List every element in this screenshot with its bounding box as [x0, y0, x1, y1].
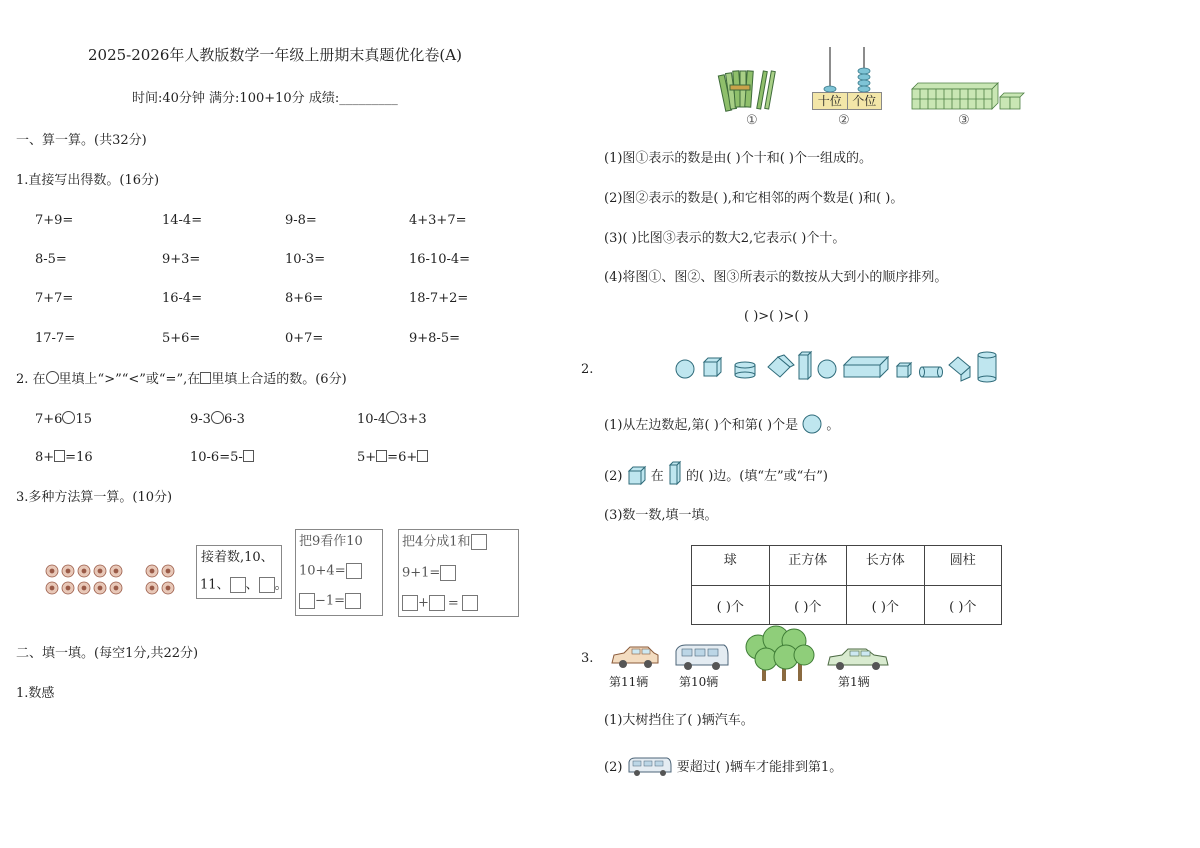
van-icon: [676, 645, 728, 670]
q2-part2-suffix: 的( )边。(填“左”或“右”): [686, 469, 829, 484]
cube-icon: [627, 465, 647, 485]
car-label: 第11辆: [609, 675, 649, 689]
trees-icon: [746, 626, 814, 681]
calc-item: 9+3=: [162, 252, 201, 267]
figure-label-1: ①: [746, 113, 758, 128]
flower-icon: [62, 565, 74, 577]
method-text-part: 9+1=: [402, 565, 441, 581]
calc-item: 7+9=: [35, 213, 74, 228]
method-text: [200, 577, 288, 594]
q2-part2-mid: 在: [650, 469, 664, 484]
answer-box-input[interactable]: [259, 577, 275, 593]
flower-icon: [110, 582, 122, 594]
q2-part1-text: (1)从左边数起,第( )个和第( )个是: [604, 418, 799, 433]
calc-item: 9-8=: [285, 213, 317, 228]
flower-icon: [162, 582, 174, 594]
question-2-number: 2.: [581, 362, 594, 377]
calc-item: 0+7=: [285, 331, 324, 346]
calc-item: 4+3+7=: [409, 213, 467, 228]
method-text-part: 10+4=: [299, 563, 346, 579]
table-header: 圆柱: [924, 546, 1002, 586]
section-2-heading: 二、填一填。(每空1分,共22分): [16, 646, 199, 661]
car-icon: [828, 649, 888, 670]
cube-icon: [768, 355, 794, 377]
calc-item: 14-4=: [162, 213, 203, 228]
method-text-part: 。: [274, 577, 288, 593]
answer-box-input[interactable]: [429, 595, 445, 611]
cuboid-icon: [799, 352, 811, 379]
q2-part2-prefix: (2): [604, 469, 623, 484]
circle-blank-icon: [46, 371, 59, 384]
fill-item: [35, 450, 93, 466]
sphere-icon: [676, 360, 694, 378]
shapes-row-illustration: [672, 347, 1002, 385]
cube-icon: [897, 363, 911, 377]
table-header: 正方体: [769, 546, 847, 586]
method-text: [299, 563, 362, 580]
shape-count-table: [691, 545, 1002, 625]
method-text: [402, 534, 487, 551]
cube-icon: [704, 358, 721, 376]
answer-box-input[interactable]: [471, 534, 487, 550]
flower-icon: [78, 582, 90, 594]
cuboid-icon: [668, 461, 682, 485]
cube-blocks-illustration: [912, 83, 1024, 111]
sphere-icon: [802, 414, 822, 434]
fill-square-input[interactable]: [54, 450, 65, 462]
question-1-part-3: (3)( )比图③表示的数大2,它表示( )个十。: [604, 231, 846, 246]
method-text-part: 、: [245, 577, 259, 593]
compare-item: [35, 411, 92, 428]
tens-place-label: 十位: [813, 93, 848, 109]
calc-item: 8-5=: [35, 252, 67, 267]
answer-box-input[interactable]: [462, 595, 478, 611]
calc-item: 7+7=: [35, 291, 74, 306]
fill-right: =16: [65, 450, 93, 465]
flower-icon: [62, 582, 74, 594]
method-text-part: −1=: [315, 593, 346, 609]
question-number-sense: 1.数感: [16, 686, 55, 701]
answer-box-input[interactable]: [440, 565, 456, 581]
section-1-heading: 一、算一算。(共32分): [16, 133, 147, 148]
cuboid-icon: [949, 357, 970, 381]
answer-box-input[interactable]: [299, 593, 315, 609]
ones-place-label: 个位: [852, 94, 877, 108]
method-text: 把9看作10: [299, 534, 363, 549]
table-header: 长方体: [847, 546, 925, 586]
question-1-part-2: (2)图②表示的数是( ),和它相邻的两个数是( )和( )。: [604, 191, 904, 206]
flower-icon: [46, 565, 58, 577]
question-3-number: 3.: [581, 651, 594, 666]
fill-right: =6+: [387, 450, 418, 465]
question-1-heading: 1.直接写出得数。(16分): [16, 173, 160, 188]
flower-icon: [146, 565, 158, 577]
fill-square-input[interactable]: [243, 450, 254, 462]
question-1-part-1: (1)图①表示的数是由( )个十和( )个一组成的。: [604, 151, 872, 166]
calc-item: 5+6=: [162, 331, 201, 346]
table-cell-input[interactable]: ( )个: [769, 586, 847, 625]
compare-circle-input[interactable]: [211, 411, 224, 424]
fill-left: 10-6=5-: [190, 450, 243, 465]
calc-item: 16-4=: [162, 291, 203, 306]
order-blanks: ( )>( )>( ): [744, 309, 809, 324]
method-box-make-ten: [295, 529, 383, 616]
compare-item: [357, 411, 427, 428]
calc-item: 17-7=: [35, 331, 76, 346]
method-text-part: 11、: [200, 577, 230, 593]
stick-bundle-illustration: [720, 65, 780, 115]
flowers-illustration: [44, 560, 184, 600]
cylinder-icon: [735, 362, 755, 378]
figure-label-3: ③: [958, 113, 970, 128]
answer-box-input[interactable]: [345, 593, 361, 609]
car-label: 第1辆: [838, 675, 870, 689]
calc-item: 16-10-4=: [409, 252, 471, 267]
q2-text-b: 里填上“>”“<”或“=”,在: [58, 372, 201, 387]
answer-box-input[interactable]: [402, 595, 418, 611]
method-box-count-on: [196, 545, 288, 599]
calc-item: 9+8-5=: [409, 331, 460, 346]
calc-item: 18-7+2=: [409, 291, 469, 306]
method-box-split: [398, 529, 519, 617]
calc-item: 8+6=: [285, 291, 324, 306]
car-label: 第10辆: [679, 675, 719, 689]
calc-item: 10-3=: [285, 252, 326, 267]
cuboid-icon: [844, 357, 888, 377]
compare-circle-input[interactable]: [62, 411, 75, 424]
flower-icon: [94, 565, 106, 577]
question-3-part-2: [604, 756, 842, 776]
question-3-part-1: (1)大树挡住了( )辆汽车。: [604, 713, 754, 728]
question-2-heading: [16, 371, 347, 388]
flower-icon: [146, 582, 158, 594]
method-text: 接着数,10、: [201, 550, 274, 565]
compare-right: 6-3: [223, 412, 245, 427]
answer-box-input[interactable]: [230, 577, 246, 593]
figure-label-2: ②: [838, 113, 850, 128]
car-icon: [612, 647, 658, 668]
compare-left: 9-3: [190, 412, 211, 427]
question-1-part-4: (4)将图①、图②、图③所表示的数按从大到小的顺序排列。: [604, 270, 948, 285]
q2-text-a: 2. 在: [16, 372, 46, 387]
fill-square-input[interactable]: [376, 450, 387, 462]
method-text: [402, 565, 456, 582]
flower-icon: [162, 565, 174, 577]
method-text-part: 把4分成1和: [402, 534, 471, 550]
fill-left: 5+: [357, 450, 377, 465]
table-cell-input[interactable]: ( )个: [924, 586, 1002, 625]
table-cell-input[interactable]: ( )个: [692, 586, 770, 625]
answer-box-input[interactable]: [346, 563, 362, 579]
compare-item: [190, 411, 245, 428]
fill-square-input[interactable]: [417, 450, 428, 462]
cylinder-icon: [978, 352, 996, 382]
flower-icon: [46, 582, 58, 594]
question-2-part-1: [604, 414, 839, 434]
page-title: 2025-2026年人教版数学一年级上册期末真题优化卷(A): [88, 46, 462, 64]
van-icon: [627, 756, 673, 776]
exam-info: 时间:40分钟 满分:100+10分 成绩:_________: [132, 91, 398, 106]
compare-right: 15: [75, 412, 92, 427]
square-blank-icon: [200, 372, 211, 384]
question-2-part-2: [604, 461, 828, 485]
cylinder-icon: [920, 367, 943, 377]
fill-left: 8+: [35, 450, 55, 465]
q2-text-c: 里填上合适的数。(6分): [211, 372, 347, 387]
compare-left: 10-4: [357, 412, 387, 427]
q2-part1-end: 。: [826, 418, 840, 433]
flower-icon: [94, 582, 106, 594]
method-text: [299, 593, 361, 610]
question-3-heading: 3.多种方法算一算。(10分): [16, 490, 173, 505]
table-header: 球: [692, 546, 770, 586]
table-cell-input[interactable]: ( )个: [847, 586, 925, 625]
compare-left: 7+6: [35, 412, 63, 427]
compare-right: 3+3: [399, 412, 427, 427]
flower-icon: [110, 565, 122, 577]
abacus-place-labels: [812, 92, 882, 110]
method-text: + =: [402, 595, 478, 612]
q3-part2-suffix: 要超过( )辆车才能排到第1。: [676, 760, 843, 775]
fill-item: [357, 450, 428, 466]
flower-icon: [78, 565, 90, 577]
method-text-part: +: [418, 595, 429, 611]
compare-circle-input[interactable]: [386, 411, 399, 424]
question-2-part-3: (3)数一数,填一填。: [604, 508, 718, 523]
sphere-icon: [818, 360, 836, 378]
fill-item: [190, 450, 254, 466]
q3-part2-prefix: (2): [604, 760, 623, 775]
